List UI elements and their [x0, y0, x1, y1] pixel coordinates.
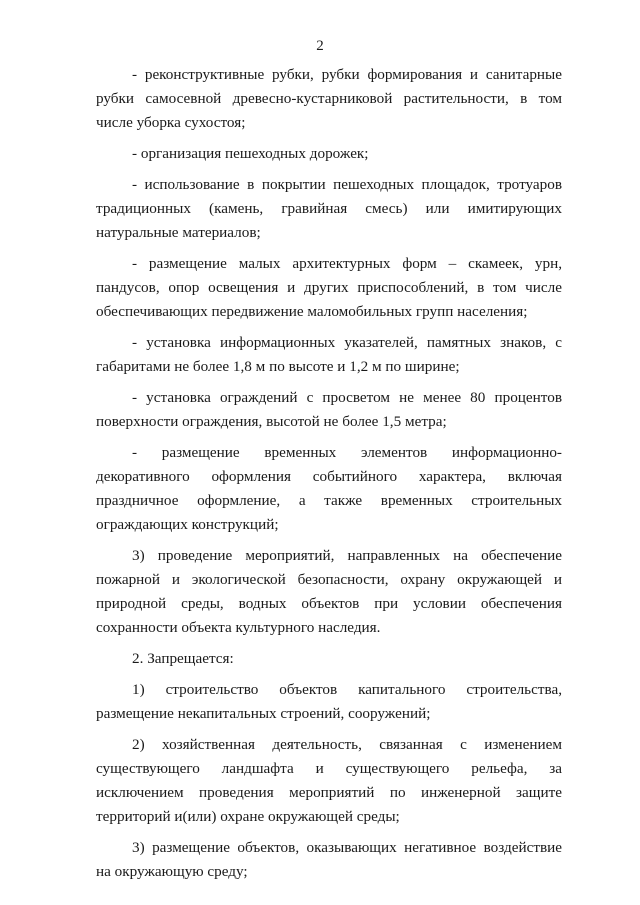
page-number: 2 — [316, 38, 324, 54]
paragraph-footpaths: - организация пешеходных дорожек; — [132, 145, 369, 162]
paragraph-temporary-decor: - размещение временных элементов информационно-декоративного оформления событийного характера, включая праздничное оформление, а также временных строительных ограждающих конструкций; — [96, 444, 562, 533]
paragraph-pavement-materials: - использование в покрытии пешеходных площадок, тротуаров традиционных (камень, гравийная смесь) или имитирующих натуральные материалов; — [96, 176, 562, 241]
paragraph-fences: - установка ограждений с просветом не менее 80 процентов поверхности ограждения, высотой не более 1,5 метра; — [96, 389, 562, 430]
paragraph-small-architectural-forms: - размещение малых архитектурных форм – скамеек, урн, пандусов, опор освещения и других приспособлений, в том числе обеспечивающих передвижение маломобильных групп населения; — [96, 255, 562, 320]
paragraph-safety-measures: 3) проведение мероприятий, направленных на обеспечение пожарной и экологической безопасности, охрану окружающей и природной среды, водных объектов при условии обеспечения сохранности объекта культурного наследия. — [96, 547, 562, 636]
paragraph-construction-ban: 1) строительство объектов капитального строительства, размещение некапитальных строений, сооружений; — [96, 681, 562, 722]
paragraph-landscape-ban: 2) хозяйственная деятельность, связанная с изменением существующего ландшафта и существующего рельефа, за исключением проведения мероприятий по инженерной защите территорий и(или) охране окружающей среды; — [96, 736, 562, 825]
paragraph-info-signs: - установка информационных указателей, памятных знаков, с габаритами не более 1,8 м по высоте и 1,2 м по ширине; — [96, 334, 562, 375]
paragraph-negative-impact-ban: 3) размещение объектов, оказывающих негативное воздействие на окружающую среду; — [96, 839, 562, 880]
paragraph-prohibited-heading: 2. Запрещается: — [132, 650, 234, 667]
document-body — [96, 63, 562, 891]
paragraph-sanitary-cutting: - реконструктивные рубки, рубки формирования и санитарные рубки самосевной древесно-кустарниковой растительности, в том числе уборка сухостоя; — [96, 66, 562, 131]
